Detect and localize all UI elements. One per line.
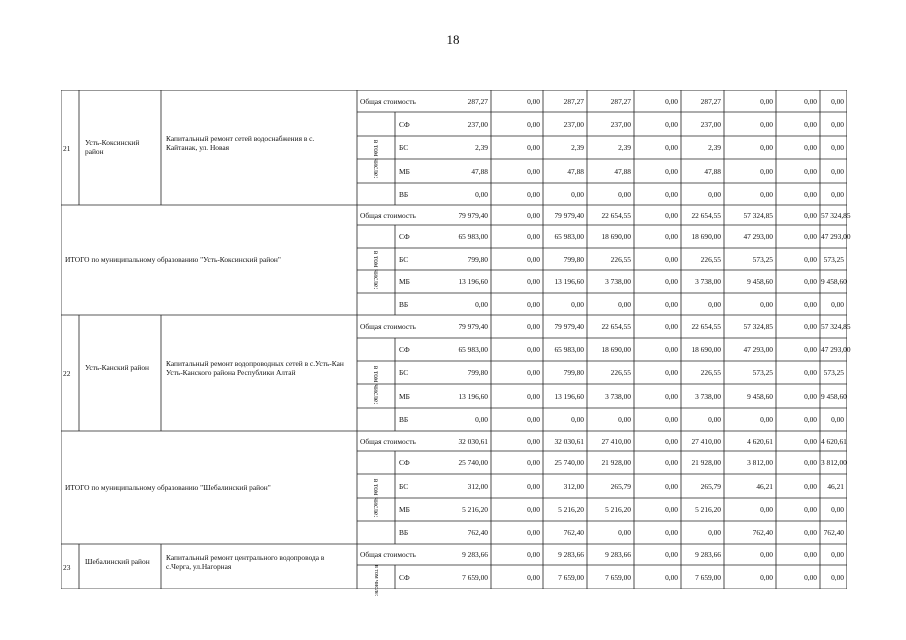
table-cell-value: 21 928,00 xyxy=(691,458,721,467)
table-cell-value: 18 690,00 xyxy=(601,345,631,354)
table-cell-value: 22 654,55 xyxy=(601,322,631,331)
table-cell-value: 799,80 xyxy=(467,254,488,264)
table-cell-value: 79 979,40 xyxy=(554,210,584,220)
table-cell-value: 7 659,00 xyxy=(462,572,488,582)
table-cell-value: 0,00 xyxy=(708,189,721,199)
table-cell-value: 0,00 xyxy=(527,232,540,241)
work-description: Капитальный ремонт водопроводных сетей в с.Усть-Кан Усть-Канского района Республики Алтай xyxy=(166,359,344,377)
table-cell-value: 0,00 xyxy=(760,166,773,176)
table-cell-value: 2,39 xyxy=(475,143,488,152)
table-cell-value: 237,00 xyxy=(563,119,584,129)
table-cell-value: 0,00 xyxy=(665,528,678,537)
table-cell-value: 0,00 xyxy=(804,232,817,241)
table-cell-value: 0,00 xyxy=(760,299,773,309)
table-cell-value: 0,00 xyxy=(527,322,540,331)
table-cell-value: 5 216,20 xyxy=(695,505,721,514)
table-cell-value: 13 196,60 xyxy=(554,277,584,286)
funding-category-bs: БС xyxy=(399,143,409,152)
table-cell-value: 47 293,00 xyxy=(743,345,773,354)
table-cell-value: 22 654,55 xyxy=(691,322,721,331)
budget-table xyxy=(61,90,851,597)
funding-category-mb: МБ xyxy=(399,391,410,401)
table-cell-value: 13 196,60 xyxy=(554,391,584,401)
table-cell-value: 0,00 xyxy=(665,345,678,354)
table-cell-value: 5 216,20 xyxy=(558,505,584,514)
table-cell-value: 5 216,20 xyxy=(462,505,488,514)
total-cost-label: Общая стоимость xyxy=(360,550,416,559)
including-vertical-label: в том числе: xyxy=(373,565,379,597)
table-cell-value: 0,00 xyxy=(665,210,678,220)
table-cell-value: 0,00 xyxy=(527,96,540,106)
table-cell-value: 0,00 xyxy=(527,277,540,286)
table-cell-value: 762,40 xyxy=(467,528,488,537)
table-cell-value: 799,80 xyxy=(563,254,584,264)
table-cell-value: 13 196,60 xyxy=(458,277,488,286)
table-cell-value: 226,55 xyxy=(700,254,721,264)
table-cell-value: 0,00 xyxy=(831,166,844,176)
table-cell-value: 65 983,00 xyxy=(458,232,488,241)
table-cell-value: 0,00 xyxy=(527,189,540,199)
page-number: 18 xyxy=(446,32,460,47)
table-cell-value: 0,00 xyxy=(665,254,678,264)
row-number: 21 xyxy=(63,143,71,153)
table-cell-value: 0,00 xyxy=(527,299,540,309)
table-cell-value: 79 979,40 xyxy=(554,322,584,331)
table-cell-value: 0,00 xyxy=(708,415,721,424)
table-cell-value: 0,00 xyxy=(665,277,678,286)
table-cell-value: 2,39 xyxy=(571,143,584,152)
table-cell-value: 0,00 xyxy=(665,143,678,152)
table-cell-value: 18 690,00 xyxy=(691,232,721,241)
table-cell-value: 0,00 xyxy=(831,572,844,582)
funding-category-vb: ВБ xyxy=(399,415,409,424)
table-cell-value: 46,21 xyxy=(756,481,773,491)
funding-category-mb: МБ xyxy=(399,166,410,176)
funding-category-sf: СФ xyxy=(399,119,410,129)
funding-category-mb: МБ xyxy=(399,277,410,286)
table-cell-value: 0,00 xyxy=(618,189,631,199)
funding-category-vb: ВБ xyxy=(399,299,409,309)
table-cell-value: 0,00 xyxy=(475,189,488,199)
funding-category-bs: БС xyxy=(399,368,409,377)
table-cell-value: 18 690,00 xyxy=(691,345,721,354)
table-cell-value: 0,00 xyxy=(618,299,631,309)
table-cell-value: 0,00 xyxy=(665,391,678,401)
table-cell-value: 25 740,00 xyxy=(554,458,584,467)
table-cell-value: 0,00 xyxy=(527,458,540,467)
table-cell-value: 47,88 xyxy=(567,166,584,176)
table-cell-value: 799,80 xyxy=(467,368,488,377)
table-cell-value: 0,00 xyxy=(831,119,844,129)
table-cell-value: 0,00 xyxy=(804,528,817,537)
table-cell-value: 3 812,00 xyxy=(747,458,773,467)
table-cell-value: 0,00 xyxy=(665,368,678,377)
table-cell-value: 226,55 xyxy=(700,368,721,377)
table-cell-value: 0,00 xyxy=(527,415,540,424)
table-cell-value: 0,00 xyxy=(804,345,817,354)
table-cell-value: 265,79 xyxy=(610,481,631,491)
table-cell-value: 0,00 xyxy=(804,119,817,129)
table-cell-value: 3 738,00 xyxy=(695,277,721,286)
table-cell-value: 0,00 xyxy=(527,368,540,377)
table-cell-value: 799,80 xyxy=(563,368,584,377)
table-cell-value: 0,00 xyxy=(665,550,678,559)
table-cell-value: 79 979,40 xyxy=(458,322,488,331)
table-cell-value: 0,00 xyxy=(831,505,844,514)
table-cell-value: 312,00 xyxy=(467,481,488,491)
table-cell-value: 0,00 xyxy=(665,96,678,106)
table-cell-value: 0,00 xyxy=(665,572,678,582)
table-cell-value: 57 324,85 xyxy=(743,210,773,220)
table-cell-value: 0,00 xyxy=(804,368,817,377)
table-cell-value: 47 293,00 xyxy=(821,232,851,241)
table-cell-value: 47,88 xyxy=(614,166,631,176)
district-name: Усть-Коксинский район xyxy=(85,137,140,156)
table-cell-value: 0,00 xyxy=(571,299,584,309)
row-number: 22 xyxy=(63,369,71,378)
table-cell-value: 573,25 xyxy=(752,254,773,264)
table-cell-value: 573,25 xyxy=(823,254,844,264)
table-cell-value: 762,40 xyxy=(752,528,773,537)
table-cell-value: 0,00 xyxy=(804,254,817,264)
table-cell-value: 9 458,60 xyxy=(821,277,847,286)
funding-category-mb: МБ xyxy=(399,505,410,514)
table-cell-value: 0,00 xyxy=(760,143,773,152)
table-cell-value: 0,00 xyxy=(831,189,844,199)
table-cell-value: 27 410,00 xyxy=(601,436,631,446)
table-cell-value: 0,00 xyxy=(760,96,773,106)
table-cell-value: 0,00 xyxy=(760,415,773,424)
table-cell-value: 18 690,00 xyxy=(601,232,631,241)
table-cell-value: 0,00 xyxy=(804,210,817,220)
total-cost-label: Общая стоимость xyxy=(360,210,416,220)
table-cell-value: 0,00 xyxy=(804,505,817,514)
table-cell-value: 0,00 xyxy=(665,481,678,491)
table-cell-value: 3 738,00 xyxy=(605,277,631,286)
table-cell-value: 0,00 xyxy=(527,481,540,491)
table-cell-value: 0,00 xyxy=(804,299,817,309)
table-cell-value: 0,00 xyxy=(760,119,773,129)
table-cell-value: 0,00 xyxy=(665,166,678,176)
table-cell-value: 287,27 xyxy=(467,96,488,106)
table-cell-value: 0,00 xyxy=(831,96,844,106)
table-cell-value: 0,00 xyxy=(831,299,844,309)
row-number: 23 xyxy=(63,562,71,572)
table-cell-value: 0,00 xyxy=(665,415,678,424)
table-cell-value: 762,40 xyxy=(823,528,844,537)
including-vertical-label: в том числе: xyxy=(372,365,381,404)
table-cell-value: 573,25 xyxy=(752,368,773,377)
funding-category-sf: СФ xyxy=(399,345,410,354)
funding-category-bs: БС xyxy=(399,481,409,491)
funding-category-vb: ВБ xyxy=(399,189,409,199)
district-name: Усть-Канский район xyxy=(85,363,149,372)
table-cell-value: 0,00 xyxy=(527,254,540,264)
table-cell-value: 9 458,60 xyxy=(747,277,773,286)
table-cell-value: 0,00 xyxy=(804,391,817,401)
table-cell-value: 0,00 xyxy=(527,505,540,514)
table-cell-value: 0,00 xyxy=(527,345,540,354)
table-cell-value: 32 030,61 xyxy=(458,436,488,446)
work-description: Капитальный ремонт сетей водоснабжения в с. Кайтанак, ул. Новая xyxy=(166,133,315,152)
table-grid-lines xyxy=(61,90,851,597)
table-cell-value: 0,00 xyxy=(665,299,678,309)
table-cell-value: 0,00 xyxy=(571,189,584,199)
table-cell-value: 79 979,40 xyxy=(458,210,488,220)
table-cell-value: 226,55 xyxy=(610,368,631,377)
table-cell-value: 3 738,00 xyxy=(695,391,721,401)
table-cell-value: 0,00 xyxy=(760,505,773,514)
table-cell-value: 47,88 xyxy=(704,166,721,176)
including-vertical-label: в том числе: xyxy=(372,250,381,290)
table-cell-value: 0,00 xyxy=(804,189,817,199)
table-cell-value: 21 928,00 xyxy=(601,458,631,467)
district-name: Шебалинский район xyxy=(85,556,150,566)
table-cell-value: 0,00 xyxy=(804,166,817,176)
table-cell-value: 287,27 xyxy=(563,96,584,106)
table-cell-value: 0,00 xyxy=(831,143,844,152)
section-total-label: ИТОГО по муниципальному образованию "Усть-Коксинский район" xyxy=(65,255,281,264)
table-cell-value: 47 293,00 xyxy=(821,345,851,354)
funding-category-vb: ВБ xyxy=(399,528,409,537)
table-cell-value: 25 740,00 xyxy=(458,458,488,467)
table-cell-value: 2,39 xyxy=(708,143,721,152)
table-cell-value: 0,00 xyxy=(804,550,817,559)
table-cell-value: 57 324,85 xyxy=(821,210,851,220)
funding-category-sf: СФ xyxy=(399,232,410,241)
table-cell-value: 5 216,20 xyxy=(605,505,631,514)
table-cell-value: 265,79 xyxy=(700,481,721,491)
table-cell-value: 0,00 xyxy=(618,528,631,537)
table-cell-value: 0,00 xyxy=(804,436,817,446)
table-cell-value: 0,00 xyxy=(527,166,540,176)
table-cell-value: 762,40 xyxy=(563,528,584,537)
table-cell-value: 0,00 xyxy=(527,572,540,582)
table-cell-value: 237,00 xyxy=(467,119,488,129)
total-cost-label: Общая стоимость xyxy=(360,96,416,106)
table-cell-value: 7 659,00 xyxy=(558,572,584,582)
table-cell-value: 0,00 xyxy=(831,415,844,424)
table-cell-value: 9 283,66 xyxy=(462,550,488,559)
table-cell-value: 47 293,00 xyxy=(743,232,773,241)
table-cell-value: 0,00 xyxy=(571,415,584,424)
table-cell-value: 7 659,00 xyxy=(605,572,631,582)
table-cell-value: 0,00 xyxy=(708,528,721,537)
including-vertical-label: в том числе: xyxy=(372,478,381,517)
table-cell-value: 9 283,66 xyxy=(558,550,584,559)
table-cell-value: 0,00 xyxy=(527,143,540,152)
table-cell-value: 0,00 xyxy=(527,391,540,401)
table-cell-value: 57 324,85 xyxy=(743,322,773,331)
table-cell-value: 0,00 xyxy=(665,119,678,129)
table-cell-value: 237,00 xyxy=(700,119,721,129)
table-cell-value: 0,00 xyxy=(475,415,488,424)
table-cell-value: 9 458,60 xyxy=(747,391,773,401)
table-cell-value: 0,00 xyxy=(760,189,773,199)
table-cell-value: 65 983,00 xyxy=(458,345,488,354)
table-cell-value: 9 283,66 xyxy=(695,550,721,559)
table-cell-value: 0,00 xyxy=(760,550,773,559)
table-cell-value: 312,00 xyxy=(563,481,584,491)
funding-category-bs: БС xyxy=(399,254,409,264)
table-cell-value: 7 659,00 xyxy=(695,572,721,582)
table-cell-value: 287,27 xyxy=(700,96,721,106)
table-cell-value: 0,00 xyxy=(760,572,773,582)
table-cell-value: 4 620,61 xyxy=(821,436,847,446)
table-cell-value: 0,00 xyxy=(665,322,678,331)
table-cell-value: 287,27 xyxy=(610,96,631,106)
table-cell-value: 3 812,00 xyxy=(821,458,847,467)
table-cell-value: 0,00 xyxy=(804,143,817,152)
table-cell-value: 47,88 xyxy=(471,166,488,176)
funding-category-sf: СФ xyxy=(399,458,410,467)
table-cell-value: 22 654,55 xyxy=(601,210,631,220)
including-vertical-label: в том числе: xyxy=(372,139,381,178)
table-cell-value: 0,00 xyxy=(708,299,721,309)
table-cell-value: 57 324,85 xyxy=(821,322,851,331)
table-cell-value: 27 410,00 xyxy=(691,436,721,446)
total-cost-label: Общая стоимость xyxy=(360,322,416,331)
table-cell-value: 0,00 xyxy=(618,415,631,424)
table-cell-value: 0,00 xyxy=(831,550,844,559)
section-total-label: ИТОГО по муниципальному образованию "Шебалинский район" xyxy=(65,482,271,492)
table-cell-value: 0,00 xyxy=(665,505,678,514)
table-cell-value: 0,00 xyxy=(804,96,817,106)
table-cell-value: 0,00 xyxy=(475,299,488,309)
table-cell-value: 0,00 xyxy=(665,458,678,467)
table-cell-value: 226,55 xyxy=(610,254,631,264)
table-cell-value: 13 196,60 xyxy=(458,391,488,401)
table-cell-value: 46,21 xyxy=(827,481,844,491)
table-cell-value: 0,00 xyxy=(804,481,817,491)
table-cell-value: 9 283,66 xyxy=(605,550,631,559)
table-cell-value: 4 620,61 xyxy=(747,436,773,446)
funding-category-sf: СФ xyxy=(399,572,410,582)
table-cell-value: 0,00 xyxy=(804,277,817,286)
table-cell-value: 3 738,00 xyxy=(605,391,631,401)
table-cell-value: 0,00 xyxy=(804,322,817,331)
table-cell-value: 0,00 xyxy=(804,572,817,582)
table-cell-value: 0,00 xyxy=(527,528,540,537)
table-cell-value: 0,00 xyxy=(665,232,678,241)
table-cell-value: 0,00 xyxy=(527,210,540,220)
table-cell-value: 237,00 xyxy=(610,119,631,129)
table-cell-value: 22 654,55 xyxy=(691,210,721,220)
table-cell-value: 65 983,00 xyxy=(554,345,584,354)
table-cell-value: 65 983,00 xyxy=(554,232,584,241)
table-cell-value: 0,00 xyxy=(665,189,678,199)
table-cell-value: 32 030,61 xyxy=(554,436,584,446)
table-cell-value: 2,39 xyxy=(618,143,631,152)
table-cell-value: 0,00 xyxy=(527,436,540,446)
work-description: Капитальный ремонт центрального водопровода в с.Черга, ул.Нагорная xyxy=(166,552,325,571)
table-cell-value: 0,00 xyxy=(804,415,817,424)
table-cell-value: 573,25 xyxy=(823,368,844,377)
table-cell-value: 0,00 xyxy=(665,436,678,446)
table-cell-value: 0,00 xyxy=(527,119,540,129)
total-cost-label: Общая стоимость xyxy=(360,436,416,446)
table-cell-value: 0,00 xyxy=(527,550,540,559)
table-cell-value: 9 458,60 xyxy=(821,391,847,401)
table-cell-value: 0,00 xyxy=(804,458,817,467)
